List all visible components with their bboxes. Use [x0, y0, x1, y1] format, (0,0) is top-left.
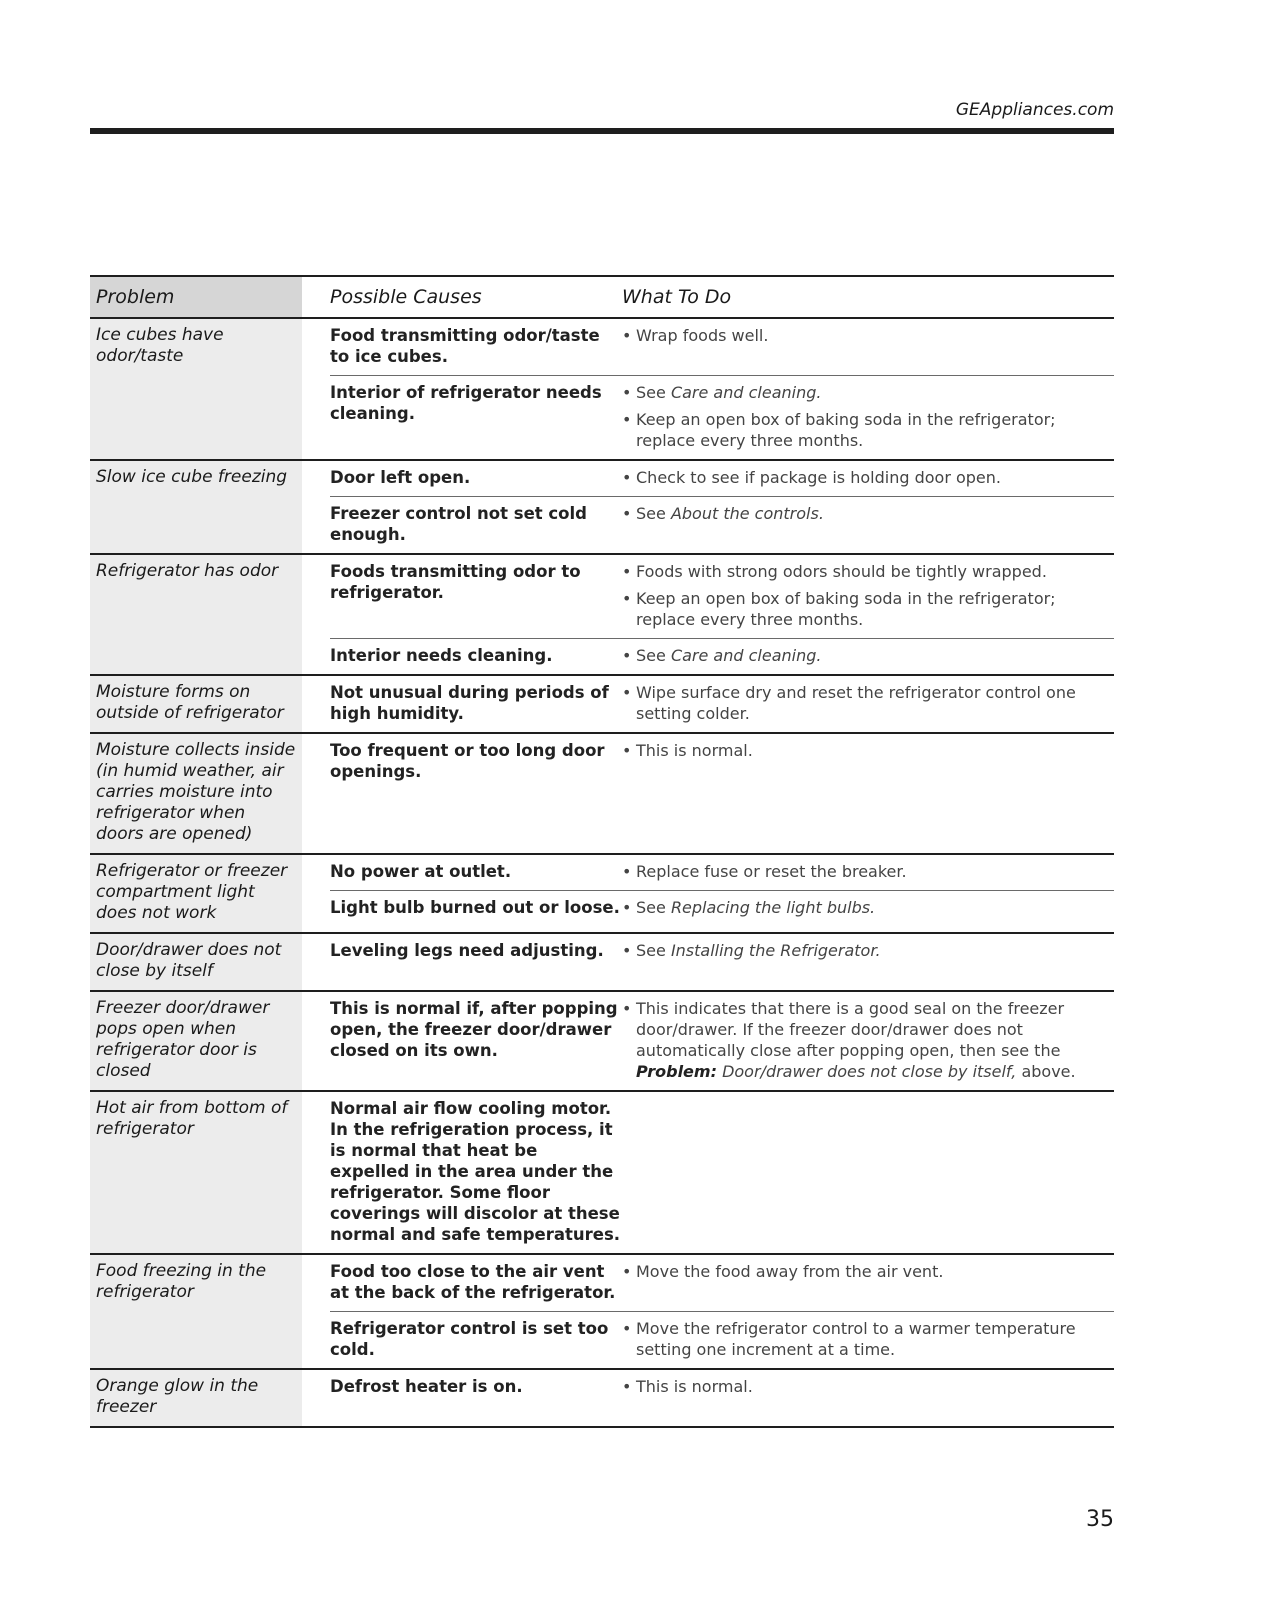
action-text-after: above.	[1016, 1062, 1076, 1081]
what-to-do	[622, 645, 1114, 666]
table-row	[90, 676, 1114, 734]
action-text: Wipe surface dry and reset the refrigerator control one setting colder.	[636, 683, 1076, 723]
action-text: Check to see if package is holding door open.	[636, 468, 1001, 487]
action-text: Move the food away from the air vent.	[636, 1262, 944, 1281]
action-text: Keep an open box of baking soda in the refrigerator; replace every three months.	[636, 589, 1056, 629]
what-to-do	[622, 682, 1114, 724]
problem-cell: Door/drawer does not close by itself	[90, 934, 302, 990]
action-bullet	[622, 382, 1114, 403]
possible-cause: Not unusual during periods of high humidity.	[330, 683, 609, 723]
table-row	[90, 1255, 1114, 1370]
what-to-do	[622, 1318, 1114, 1360]
cause-row	[330, 1092, 1114, 1253]
causes-list	[330, 855, 1114, 932]
what-to-do	[622, 940, 1114, 961]
table-header	[90, 275, 1114, 319]
action-text: This is normal.	[636, 741, 753, 760]
action-text: See	[636, 941, 671, 960]
cause-row	[330, 1370, 1114, 1405]
cause-row	[330, 855, 1114, 890]
action-bullet	[622, 861, 1114, 882]
problem-cell: Freezer door/drawer pops open when refrigerator door is closed	[90, 992, 302, 1090]
possible-cause: Interior of refrigerator needs cleaning.	[330, 383, 602, 423]
action-text: This indicates that there is a good seal on the freezer door/drawer. If the freezer door/drawer does not automatically close after popping open, then see the	[636, 999, 1065, 1060]
action-bullet	[622, 1261, 1114, 1282]
action-bullet	[622, 561, 1114, 582]
what-to-do	[622, 325, 1114, 367]
what-to-do	[622, 861, 1114, 882]
what-to-do	[622, 1261, 1114, 1303]
what-to-do	[622, 998, 1114, 1082]
causes-list	[330, 555, 1114, 674]
problem-cell: Ice cubes have odor/taste	[90, 319, 302, 459]
possible-cause: Refrigerator control is set too cold.	[330, 1319, 609, 1359]
table-row	[90, 1092, 1114, 1255]
causes-list	[330, 676, 1114, 732]
causes-list	[330, 934, 1114, 990]
table-row	[90, 992, 1114, 1092]
action-text: See	[636, 898, 671, 917]
cause-row	[330, 1311, 1114, 1368]
what-to-do	[622, 467, 1114, 488]
action-reference: Care and cleaning.	[670, 646, 822, 665]
problem-cell: Orange glow in the freezer	[90, 1370, 302, 1426]
action-text: See	[636, 383, 671, 402]
cause-row	[330, 555, 1114, 638]
cause-row	[330, 319, 1114, 375]
header-problem: Problem	[90, 277, 302, 317]
action-reference: About the controls.	[670, 504, 824, 523]
table-row	[90, 734, 1114, 855]
problem-cell: Refrigerator or freezer compartment light does not work	[90, 855, 302, 932]
causes-list	[330, 992, 1114, 1090]
table-row	[90, 855, 1114, 934]
cause-row	[330, 1255, 1114, 1311]
header-possible-causes: Possible Causes	[330, 286, 482, 308]
action-text: Wrap foods well.	[636, 326, 769, 345]
site-url: GEAppliances.com	[955, 100, 1114, 120]
causes-list	[330, 461, 1114, 553]
possible-cause: Interior needs cleaning.	[330, 646, 553, 665]
action-bullet	[622, 503, 1114, 524]
what-to-do	[622, 503, 1114, 545]
possible-cause: Door left open.	[330, 468, 471, 487]
action-reference: Door/drawer does not close by itself,	[716, 1062, 1017, 1081]
header-rule	[90, 128, 1114, 134]
action-text: Foods with strong odors should be tightly wrapped.	[636, 562, 1047, 581]
cause-row	[330, 375, 1114, 459]
cause-row	[330, 496, 1114, 553]
problem-cell: Moisture forms on outside of refrigerator	[90, 676, 302, 732]
action-bullet	[622, 1376, 1114, 1397]
cause-row	[330, 638, 1114, 674]
action-bullet	[622, 409, 1114, 451]
possible-cause: Defrost heater is on.	[330, 1377, 523, 1396]
what-to-do	[622, 1098, 1114, 1245]
what-to-do	[622, 897, 1114, 918]
action-bullet	[622, 1318, 1114, 1360]
table-row	[90, 319, 1114, 461]
problem-cell: Slow ice cube freezing	[90, 461, 302, 553]
possible-cause: Normal air flow cooling motor. In the refrigeration process, it is normal that heat be expelled in the area under the refrigerator. Some floor coverings will discolor at these normal and safe temperatures.	[330, 1099, 621, 1244]
possible-cause: Freezer control not set cold enough.	[330, 504, 587, 544]
action-text: Keep an open box of baking soda in the refrigerator; replace every three months.	[636, 410, 1056, 450]
action-bullet	[622, 998, 1114, 1082]
header-what-to-do: What To Do	[622, 286, 732, 308]
possible-cause: Leveling legs need adjusting.	[330, 941, 604, 960]
action-text: Replace fuse or reset the breaker.	[636, 862, 907, 881]
causes-list	[330, 734, 1114, 853]
action-reference: Replacing the light bulbs.	[670, 898, 876, 917]
what-to-do	[622, 561, 1114, 630]
possible-cause: No power at outlet.	[330, 862, 512, 881]
possible-cause: Food transmitting odor/taste to ice cubes.	[330, 326, 600, 366]
action-bold-ref: Problem:	[636, 1062, 717, 1081]
what-to-do	[622, 382, 1114, 451]
what-to-do	[622, 1376, 1114, 1397]
page-number: 35	[1086, 1507, 1114, 1532]
action-bullet	[622, 897, 1114, 918]
causes-list	[330, 319, 1114, 459]
action-reference: Installing the Refrigerator.	[670, 941, 881, 960]
action-bullet	[622, 325, 1114, 346]
what-to-do	[622, 740, 1114, 782]
table-body	[90, 319, 1114, 1428]
problem-cell: Moisture collects inside (in humid weather, air carries moisture into refrigerator when doors are opened)	[90, 734, 302, 853]
troubleshooting-table	[90, 275, 1114, 1428]
cause-row	[330, 934, 1114, 969]
action-reference: Care and cleaning.	[670, 383, 822, 402]
action-bullet	[622, 940, 1114, 961]
problem-cell: Hot air from bottom of refrigerator	[90, 1092, 302, 1253]
possible-cause: Foods transmitting odor to refrigerator.	[330, 562, 581, 602]
problem-cell: Refrigerator has odor	[90, 555, 302, 674]
table-row	[90, 1370, 1114, 1428]
causes-list	[330, 1255, 1114, 1368]
table-row	[90, 461, 1114, 555]
possible-cause: Food too close to the air vent at the back of the refrigerator.	[330, 1262, 616, 1302]
action-text: This is normal.	[636, 1377, 753, 1396]
possible-cause: Light bulb burned out or loose.	[330, 898, 620, 917]
table-row	[90, 555, 1114, 676]
cause-row	[330, 461, 1114, 496]
table-row	[90, 934, 1114, 992]
action-text: See	[636, 646, 671, 665]
causes-list	[330, 1370, 1114, 1426]
possible-cause: Too frequent or too long door openings.	[330, 741, 605, 781]
cause-row	[330, 992, 1114, 1090]
action-bullet	[622, 467, 1114, 488]
action-bullet	[622, 740, 1114, 761]
action-bullet	[622, 645, 1114, 666]
cause-row	[330, 734, 1114, 790]
action-text: Move the refrigerator control to a warmer temperature setting one increment at a time.	[636, 1319, 1076, 1359]
problem-cell: Food freezing in the refrigerator	[90, 1255, 302, 1368]
action-text: See	[636, 504, 671, 523]
cause-row	[330, 676, 1114, 732]
cause-row	[330, 890, 1114, 926]
action-bullet	[622, 682, 1114, 724]
action-bullet	[622, 588, 1114, 630]
causes-list	[330, 1092, 1114, 1253]
possible-cause: This is normal if, after popping open, the freezer door/drawer closed on its own.	[330, 999, 618, 1060]
